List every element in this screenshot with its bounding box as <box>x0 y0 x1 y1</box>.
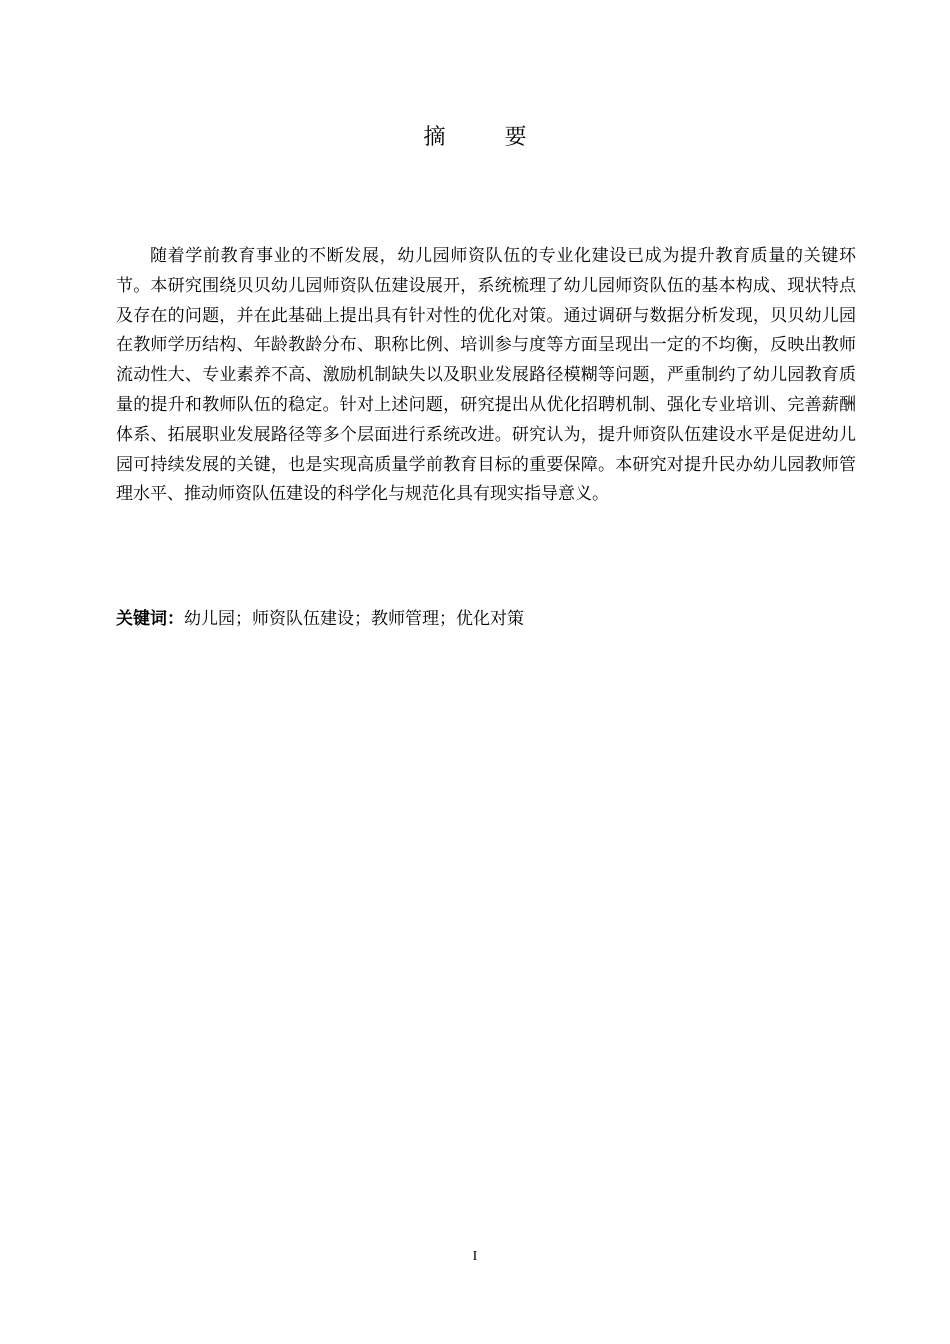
page-title: 摘 要 <box>423 125 553 150</box>
page-number: I <box>472 1249 478 1264</box>
keywords-line <box>116 606 856 632</box>
keywords-text: 幼儿园；师资队伍建设；教师管理；优化对策 <box>184 609 524 629</box>
abstract-paragraph: 随着学前教育事业的不断发展，幼儿园师资队伍的专业化建设已成为提升教育质量的关键环节。本研究围绕贝贝幼儿园师资队伍建设展开，系统梳理了幼儿园师资队伍的基本构成、现状特点及存在的问题，并在此基础上提出具有针对性的优化对策。通过调研与数据分析发现，贝贝幼儿园在教师学历结构、年龄教龄分布、职称比例、培训参与度等方面呈现出一定的不均衡，反映出教师流动性大、专业素养不高、激励机制缺失以及职业发展路径模糊等问题，严重制约了幼儿园教育质量的提升和教师队伍的稳定。针对上述问题，研究提出从优化招聘机制、强化专业培训、完善薪酬体系、拓展职业发展路径等多个层面进行系统改进。研究认为，提升师资队伍建设水平是促进幼儿园可持续发展的关键，也是实现高质量学前教育目标的重要保障。本研究对提升民办幼儿园教师管理水平、推动师资队伍建设的科学化与规范化具有现实指导意义。 <box>116 246 856 505</box>
keywords-label: 关键词： <box>116 609 184 629</box>
